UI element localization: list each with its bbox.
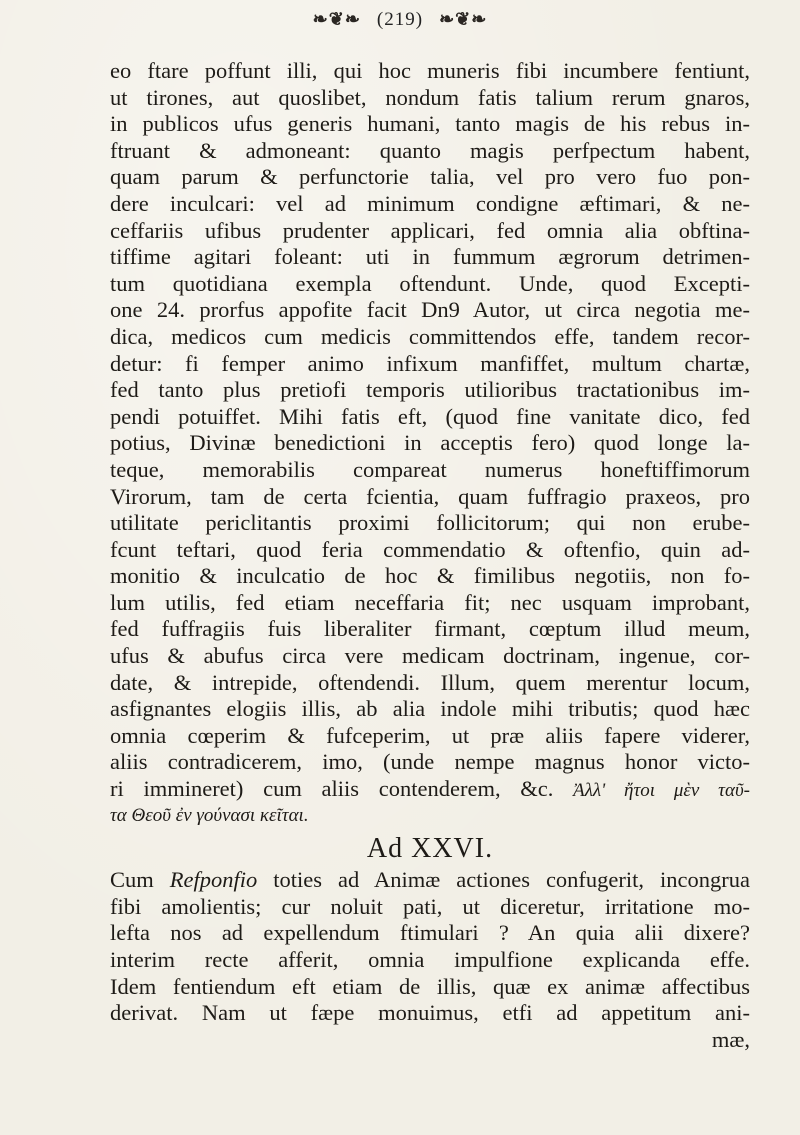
text-line: Virorum, tam de certa fcientia, quam fuffragio praxeos, pro	[110, 483, 750, 509]
text-line: derivat. Nam ut fæpe monuimus, etfi ad appetitum ani-	[110, 1000, 750, 1026]
text-line-latin: ri immineret) cum aliis contenderem, &c.	[110, 776, 554, 802]
catchword: mæ,	[711, 1026, 750, 1052]
text-line: tiffime agitari foleant: uti in fummum ægrorum detrimen-	[110, 244, 750, 270]
paragraph-2	[110, 867, 750, 1053]
text-line: ufus & abufus circa vere medicam doctrinam, ingenue, cor-	[110, 643, 750, 669]
text-line: fcunt teftari, quod feria commendatio & oftenfio, quin ad-	[110, 536, 750, 562]
section-heading: Ad XXVI.	[366, 833, 494, 865]
text-line: omnia cœperim & fufceperim, ut præ aliis fapere viderer,	[110, 722, 750, 748]
text-line: ut tirones, aut quoslibet, nondum fatis talium rerum gnaros,	[110, 84, 750, 110]
italic-term: Refponfio	[169, 867, 258, 893]
text-line: monitio & inculcatio de hoc & fimilibus negotiis, non fo-	[110, 563, 750, 589]
page-number: (219)	[376, 9, 424, 30]
text-line: lum utilis, fed etiam neceffaria fit; nec usquam improbant,	[110, 589, 750, 615]
text-line: eo ftare poffunt illi, qui hoc muneris fibi incumbere fentiunt,	[110, 58, 750, 83]
text-line: interim recte afferit, omnia impulfione explicanda effe.	[110, 947, 750, 972]
text-line: teque, memorabilis compareat numerus honeftiffimorum	[110, 456, 750, 482]
text-line: dere inculcari: vel ad minimum condigne æftimari, & ne-	[110, 190, 750, 216]
text-line: tum quotidiana exempla oftendunt. Unde, quod Excepti-	[110, 270, 750, 296]
text-line: fibi amolientis; cur noluit pati, ut diceretur, irritatione mo-	[110, 893, 750, 919]
text-line: ceffariis ufibus prudenter applicari, fed omnia alia obftina-	[110, 217, 750, 243]
text-line: quam parum & perfunctorie talia, vel pro vero fuo pon-	[110, 164, 750, 190]
running-head	[0, 8, 800, 31]
text-line: detur: fi femper animo infixum manfiffet, multum chartæ,	[110, 350, 750, 376]
text-line: in publicos ufus generis humani, tanto magis de his rebus in-	[110, 111, 750, 137]
text-line: lefta nos ad expellendum ftimulari ? An quia alii dixere?	[110, 920, 750, 946]
text-line: date, & intrepide, oftendendi. Illum, quem merentur locum,	[110, 669, 750, 695]
ornament-right: ❧❦❧	[439, 9, 488, 29]
text-line: dica, medicos cum medicis committendos effe, tandem recor-	[110, 323, 750, 349]
paragraph-1	[110, 58, 750, 829]
greek-quote-part-1: Ἀλλ' ἤτοι μὲν ταῦ-	[573, 780, 750, 802]
ornament-left: ❧❦❧	[312, 9, 361, 29]
text-line: fed tanto plus pretiofi temporis utilioribus tractationibus im-	[110, 377, 750, 403]
text-line: asfignantes elogiis illis, ab alia indole mihi tributis; quod hæc	[110, 696, 750, 722]
text-line: one 24. prorfus appofite facit Dn9 Autor, ut circa negotia me-	[110, 297, 750, 323]
text-line: aliis contradicerem, imo, (unde nempe magnus honor victo-	[110, 749, 750, 775]
body-text	[110, 58, 750, 1053]
text-line: pendi potuiffet. Mihi fatis eft, (quod fine vanitate dico, fed	[110, 403, 750, 429]
first-word: Cum	[110, 867, 154, 893]
first-line-rest: toties ad Animæ actiones confugerit, incongrua	[273, 867, 750, 893]
text-line-first	[110, 867, 750, 894]
greek-quote-part-2: τα Θεοῦ ἐν γούνασι κεῖται.	[110, 804, 309, 826]
text-line: potius, Divinæ benedictioni in acceptis fero) quod longe la-	[110, 430, 750, 456]
text-line: ftruant & admoneant: quanto magis perfpectum habent,	[110, 137, 750, 163]
text-line-with-greek	[110, 776, 750, 803]
text-line: fed fuffragiis fuis liberaliter firmant, cœptum illud meum,	[110, 616, 750, 642]
text-line: Idem fentiendum eft etiam de illis, quæ ex animæ affectibus	[110, 973, 750, 999]
text-line: utilitate periclitantis proximi follicitorum; qui non erube-	[110, 510, 750, 536]
